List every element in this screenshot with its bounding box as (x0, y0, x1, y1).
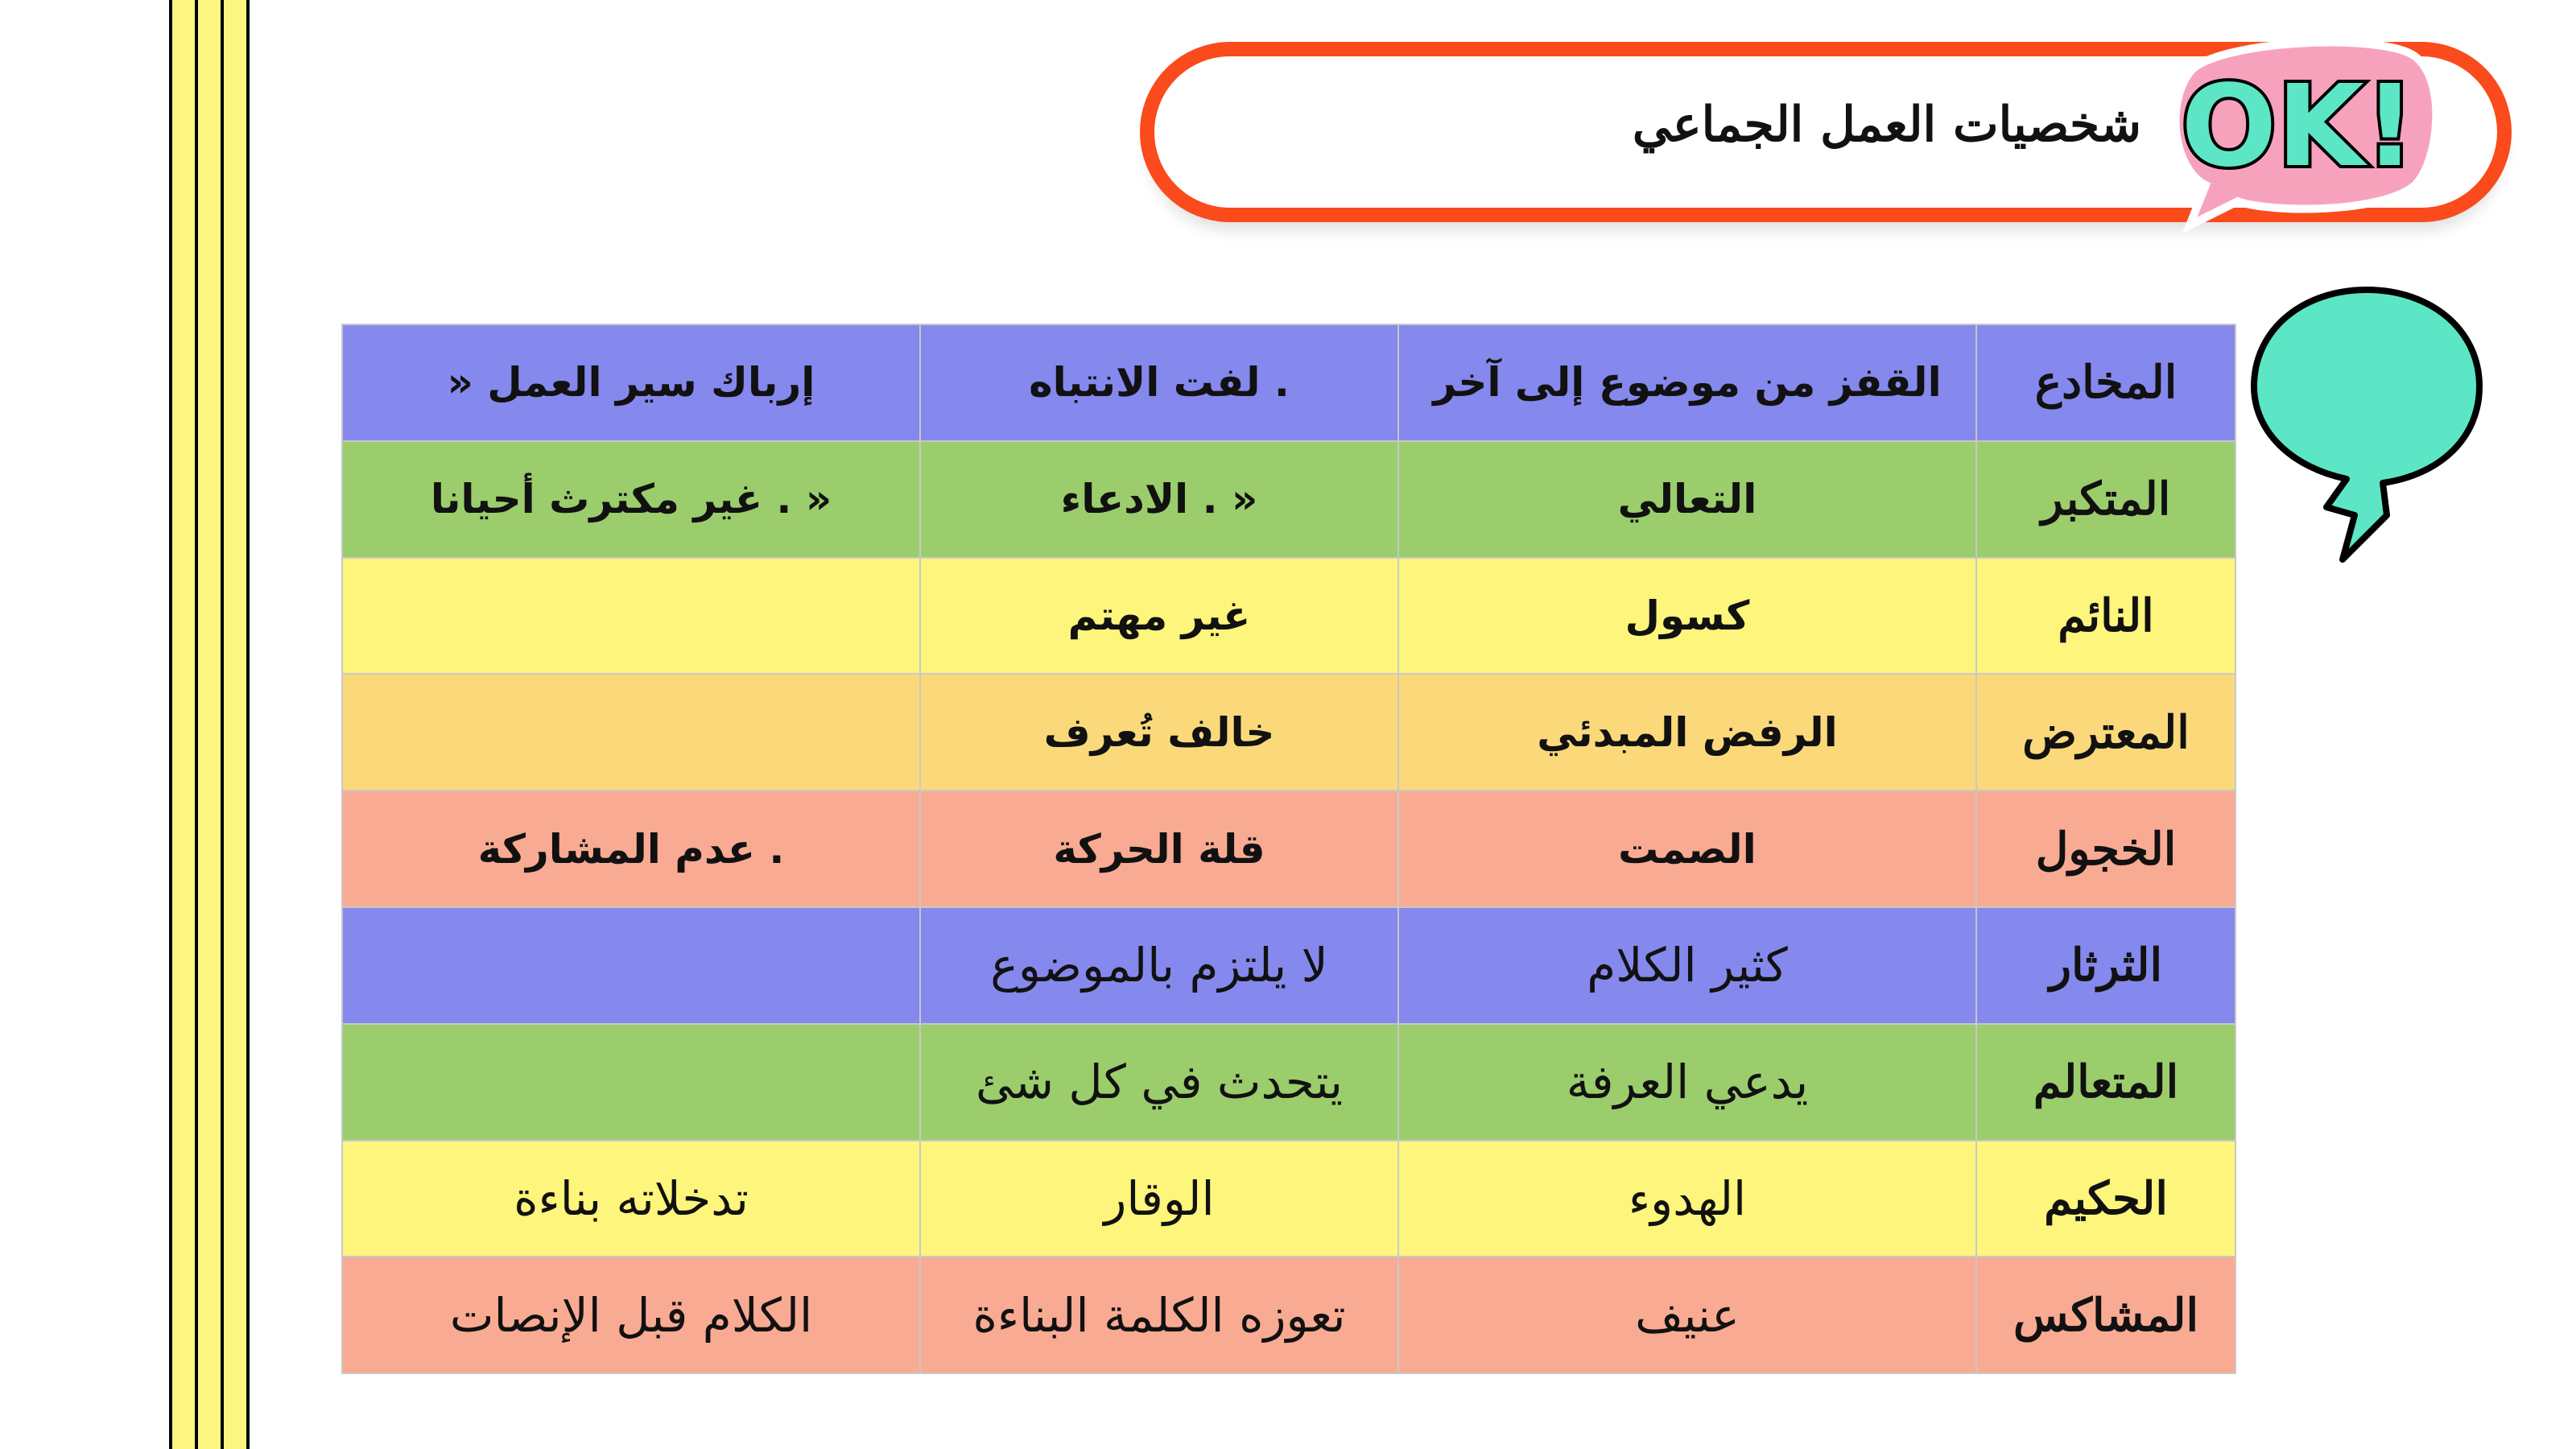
trait-cell: تعوزه الكلمة البناءة (920, 1257, 1398, 1373)
page-title: شخصيات العمل الجماعي (1632, 97, 2141, 153)
trait-cell: غير مهتم (920, 558, 1398, 675)
personality-name: النائم (1976, 558, 2235, 675)
trait-cell: الكلام قبل الإنصات (342, 1257, 920, 1373)
trait-cell: « . غير مكترث أحيانا (342, 441, 920, 558)
trait-cell (342, 558, 920, 675)
trait-cell: الرفض المبدئي (1398, 674, 1976, 791)
trait-cell: يدعي العرفة (1398, 1024, 1976, 1141)
trait-cell: خالف تُعرف (920, 674, 1398, 791)
trait-cell: الهدوء (1398, 1141, 1976, 1257)
table-row (342, 324, 2235, 441)
trait-cell (342, 1024, 920, 1141)
personalities-table (341, 324, 2235, 1373)
stripe (195, 0, 224, 1449)
trait-cell: القفز من موضوع إلى آخر (1398, 324, 1976, 441)
table-row (342, 1141, 2235, 1257)
trait-cell: التعالي (1398, 441, 1976, 558)
trait-cell: الصمت (1398, 791, 1976, 907)
trait-cell: . لفت الانتباه (920, 324, 1398, 441)
stripe (169, 0, 198, 1449)
table-row (342, 791, 2235, 907)
trait-cell: يتحدث في كل شئ (920, 1024, 1398, 1141)
table-row (342, 558, 2235, 675)
stripe (221, 0, 250, 1449)
decorative-stripes (169, 0, 250, 1449)
trait-cell: الوقار (920, 1141, 1398, 1257)
trait-cell: كثير الكلام (1398, 907, 1976, 1024)
trait-cell: « . الادعاء (920, 441, 1398, 558)
table-row (342, 674, 2235, 791)
table-row (342, 441, 2235, 558)
table-row (342, 1257, 2235, 1373)
trait-cell: تدخلاته بناءة (342, 1141, 920, 1257)
trait-cell: كسول (1398, 558, 1976, 675)
ok-sticker-icon (2141, 24, 2447, 250)
trait-cell: عنيف (1398, 1257, 1976, 1373)
trait-cell (342, 674, 920, 791)
trait-cell: . عدم المشاركة (342, 791, 920, 907)
table-row (342, 907, 2235, 1024)
trait-cell (342, 907, 920, 1024)
trait-cell: لا يلتزم بالموضوع (920, 907, 1398, 1024)
personality-name: الثرثار (1976, 907, 2235, 1024)
table-row (342, 1024, 2235, 1141)
ok-badge-text: OK! (2181, 61, 2416, 192)
speech-bubble-icon (2246, 282, 2487, 572)
personality-name: الخجول (1976, 791, 2235, 907)
personality-name: المتكبر (1976, 441, 2235, 558)
personality-name: المخادع (1976, 324, 2235, 441)
personality-name: المشاكس (1976, 1257, 2235, 1373)
personality-name: المعترض (1976, 674, 2235, 791)
trait-cell: إرباك سير العمل « (342, 324, 920, 441)
trait-cell: قلة الحركة (920, 791, 1398, 907)
personality-name: الحكيم (1976, 1141, 2235, 1257)
personality-name: المتعالم (1976, 1024, 2235, 1141)
